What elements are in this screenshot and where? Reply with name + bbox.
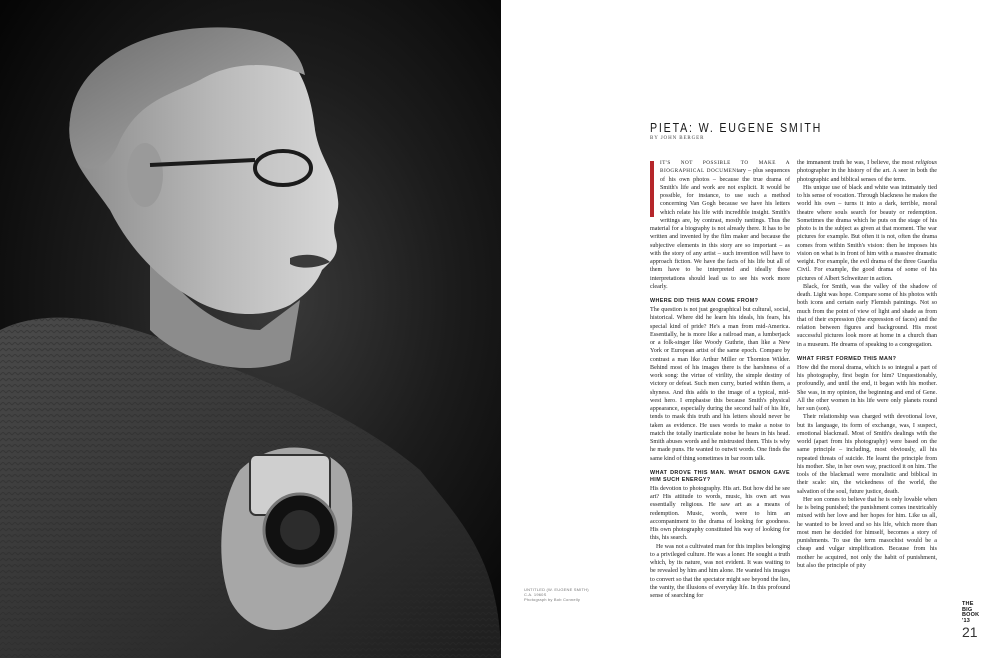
photo-caption (524, 587, 604, 602)
caption-line: Photograph by Bob Connelly (524, 597, 581, 602)
red-accent-bar (650, 161, 654, 217)
body-paragraph (797, 159, 937, 184)
intro-rest: tary – plus sequences of his own photos – because the true drama of Smith's life and work are not explicit. It would be possible, for instance, to use such a method concerning Van Gogh because we have his letters which relate his life with incredible insight. Smith's writings are, by contrast, mostly rantings. Thus the material for a biography is not already there. It has to be written and invented by the film maker and because the subjective elements in this story are so important – as with the story of any artist – such invention will have to approach fiction. We have the facts of his life but all of them have to be interpreted and ideally these interpretations should lead us to see his work more clearly. (650, 168, 791, 290)
text-run: photographer in the history of the art. A seer in both the photographic and biblical senses of the term. (797, 168, 937, 183)
text-run-italic: religious (915, 160, 937, 166)
body-paragraph: His unique use of black and white was intimately tied to his sense of vocation. Through blackness he makes the world his own – turns it into a dark, terrible, moral theatre where souls search for beauty or redemption. Sometimes the drama which he puts on the stage of his photo is in the subject as given at that moment. The war pictures for example. But often it is not, often the drama comes from within Smith's vision: then he imposes his vision on what is in front of him with a massive dramatic weight. For example, the evil drama of the three Guardia Civil. For example, the good drama of some of his pictures of Albert Schweitzer in action. (797, 184, 937, 282)
caption-line: C.A. 1960S (524, 592, 547, 597)
intro-paragraph (650, 159, 790, 291)
publication-mark (962, 602, 984, 624)
section-heading: WHAT FIRST FORMED THIS MAN? (797, 355, 897, 362)
body-paragraph: How did the moral drama, which is so integral a part of his photography, first begin for him? Unquestionably, profoundly, and until the end, it began with his mother. She was, in my opinion, the beginning and end of Gene. All the other women in his life were only planets round her sun (son). (797, 364, 937, 412)
body-paragraph: He was not a cultivated man for this implies belonging to a privileged culture. He was a loner. He sought a truth which, by its nature, was not evident. It was waiting to be revealed by him and him alone. He wanted his images to convert so that the spectator might see beyond the lies, the vanity, the illusions of everyday life. In this profound sense of searching for (650, 543, 790, 599)
page-folio (962, 602, 984, 639)
intro-lead: IT'S NOT POSSIBLE TO MAKE A BIOGRAPHICAL DOCUMEN (660, 160, 790, 175)
folio-line: '13 (962, 617, 971, 624)
folio-line: BOOK (962, 612, 980, 618)
section-heading: WHERE DID THIS MAN COME FROM? (650, 298, 759, 304)
body-paragraph: Black, for Smith, was the valley of the shadow of death. Light was hope. Compare some of his photos with both icons and certain early Flemish paintings. Not so much from the point of view of light and shade as from that of their expression (the expression of faces) and the relation between figures and background. His most successful pictures look more at home in a church than in a museum. He dreams of speaking to a congregation. (797, 283, 937, 348)
body-paragraph: Her son comes to believe that he is only lovable when he is being punished; the punishment comes inextricably mixed with her love and her hopes for him. Like us all, he wanted to be loved and so his life, which more than most men he decided for himself, becomes a story of punishments. To use the term masochist would be a cheap and vulgar simplification. Because from his mother he acquired, not only the habit of punishment, but also the principle of pity (797, 496, 937, 569)
folio-line: BIG (962, 606, 973, 613)
body-paragraph: The question is not just geographical but cultural, social, historical. Where did he learn his ideals, his fears, his special kind of pride? He's a man from mid-America. Essentially, he is more like a railroad man, a lumberjack or a folk-singer like Woody Guthrie, than like a New York or European artist of the same epoch. Compare by contrast a man like Arthur Miller or Thornton Wilder. Behind most of his images there is the harshness of a work song: the virtue of virility, the simple destiny of victory or defeat. Such men curry, buried within them, a shyness. And this adds to the image of a typical, mid-west hero. I emphasise this because Smith's physical appearance, especially during the second half of his life, tends to mask this truth and his letters should never be taken as evidence. He uses words to make a noise to match the totally inarticulate noise he hears in his head. Smith abuses words and he mistrusted them. This is why he made puns. He wanted to outwit words. One finds the same kind of thing sometimes in bar room talk. (650, 307, 790, 462)
folio-line: THE (962, 601, 974, 607)
article-title: PIETA: W. EUGENE SMITH (650, 120, 823, 135)
body-paragraph: His devotion to photography. His art. But how did he see art? His attitude to words, music, his own art was essentially religious. He saw art as a means of redemption. Music, words, were to him an accompaniment to the drama of looking for goodness. His own photography constituted his way of looking for this, his search. (650, 485, 790, 542)
caption-line: UNTITLED (W. EUGENE SMITH) (524, 587, 589, 592)
body-paragraph: Their relationship was charged with devotional love, but its language, its form of exchange, was, I suspect, emotional blackmail. Most of Smith's dealings with the world (apart from his photography) were based on the same principle – including, most obviously, all his repeated threats of suicide. He learnt the principle from his mother. She, in her own way, practiced it on him. The tools of the blackmail were moralistic and biblical in their scale: sin, the wickedness of the world, the salvation of the soul, future justice, death. (797, 414, 937, 495)
article-column-2 (797, 159, 937, 570)
page-number: 21 (962, 624, 978, 640)
article-byline: BY JOHN BERGER (650, 136, 705, 141)
article-column-1 (650, 159, 790, 600)
text-run: the immanent truth he was, I believe, the most (797, 160, 916, 166)
section-heading: WHAT DROVE THIS MAN. WHAT DEMON GAVE HIM SUCH ENERGY? (650, 469, 790, 483)
